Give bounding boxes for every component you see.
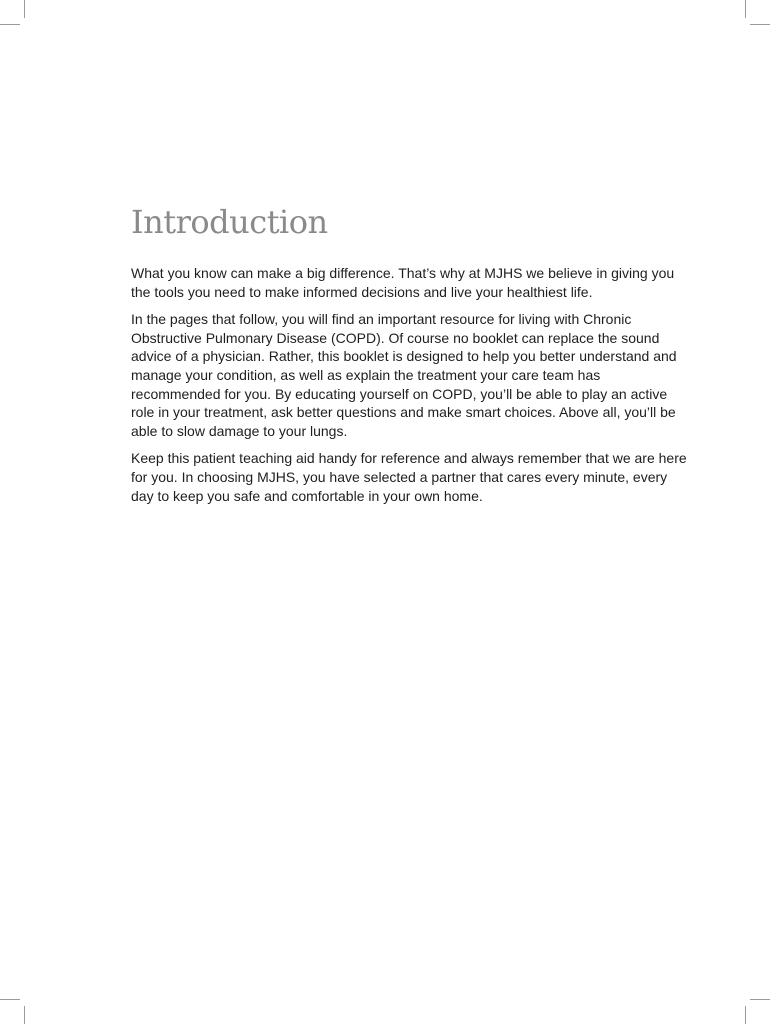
crop-mark-bottom-right-horizontal: [750, 999, 770, 1000]
document-content: [131, 200, 691, 514]
crop-mark-top-left-horizontal: [0, 24, 20, 25]
crop-mark-bottom-left-vertical: [24, 1006, 25, 1024]
crop-mark-bottom-right-vertical: [745, 1006, 746, 1024]
crop-mark-bottom-left-horizontal: [0, 999, 20, 1000]
paragraph-resource: In the pages that follow, you will find an important resource for living with Chronic Obstructive Pulmonary Disease (COPD). Of course no booklet can replace the sound advice of a physician. Rather, this booklet is designed to help you better understand and manage your condition, as well as explain the treatment your care team has recommended for you. By educating yourself on COPD, you’ll be able to play an active role in your treatment, ask better questions and make smart choices. Above all, you’ll be able to slow damage to your lungs.: [131, 311, 677, 439]
paragraph-intro: What you know can make a big difference. That’s why at MJHS we believe in giving you the tools you need to make informed decisions and live your healthiest life.: [131, 265, 675, 300]
crop-mark-top-right-horizontal: [750, 24, 770, 25]
crop-mark-top-left-vertical: [24, 0, 25, 18]
crop-mark-top-right-vertical: [745, 0, 746, 18]
paragraph-closing: Keep this patient teaching aid handy for reference and always remember that we are here for you. In choosing MJHS, you have selected a partner that cares every minute, every day to keep you safe and comfortable in your own home.: [131, 450, 687, 504]
page-title: Introduction: [131, 203, 328, 241]
